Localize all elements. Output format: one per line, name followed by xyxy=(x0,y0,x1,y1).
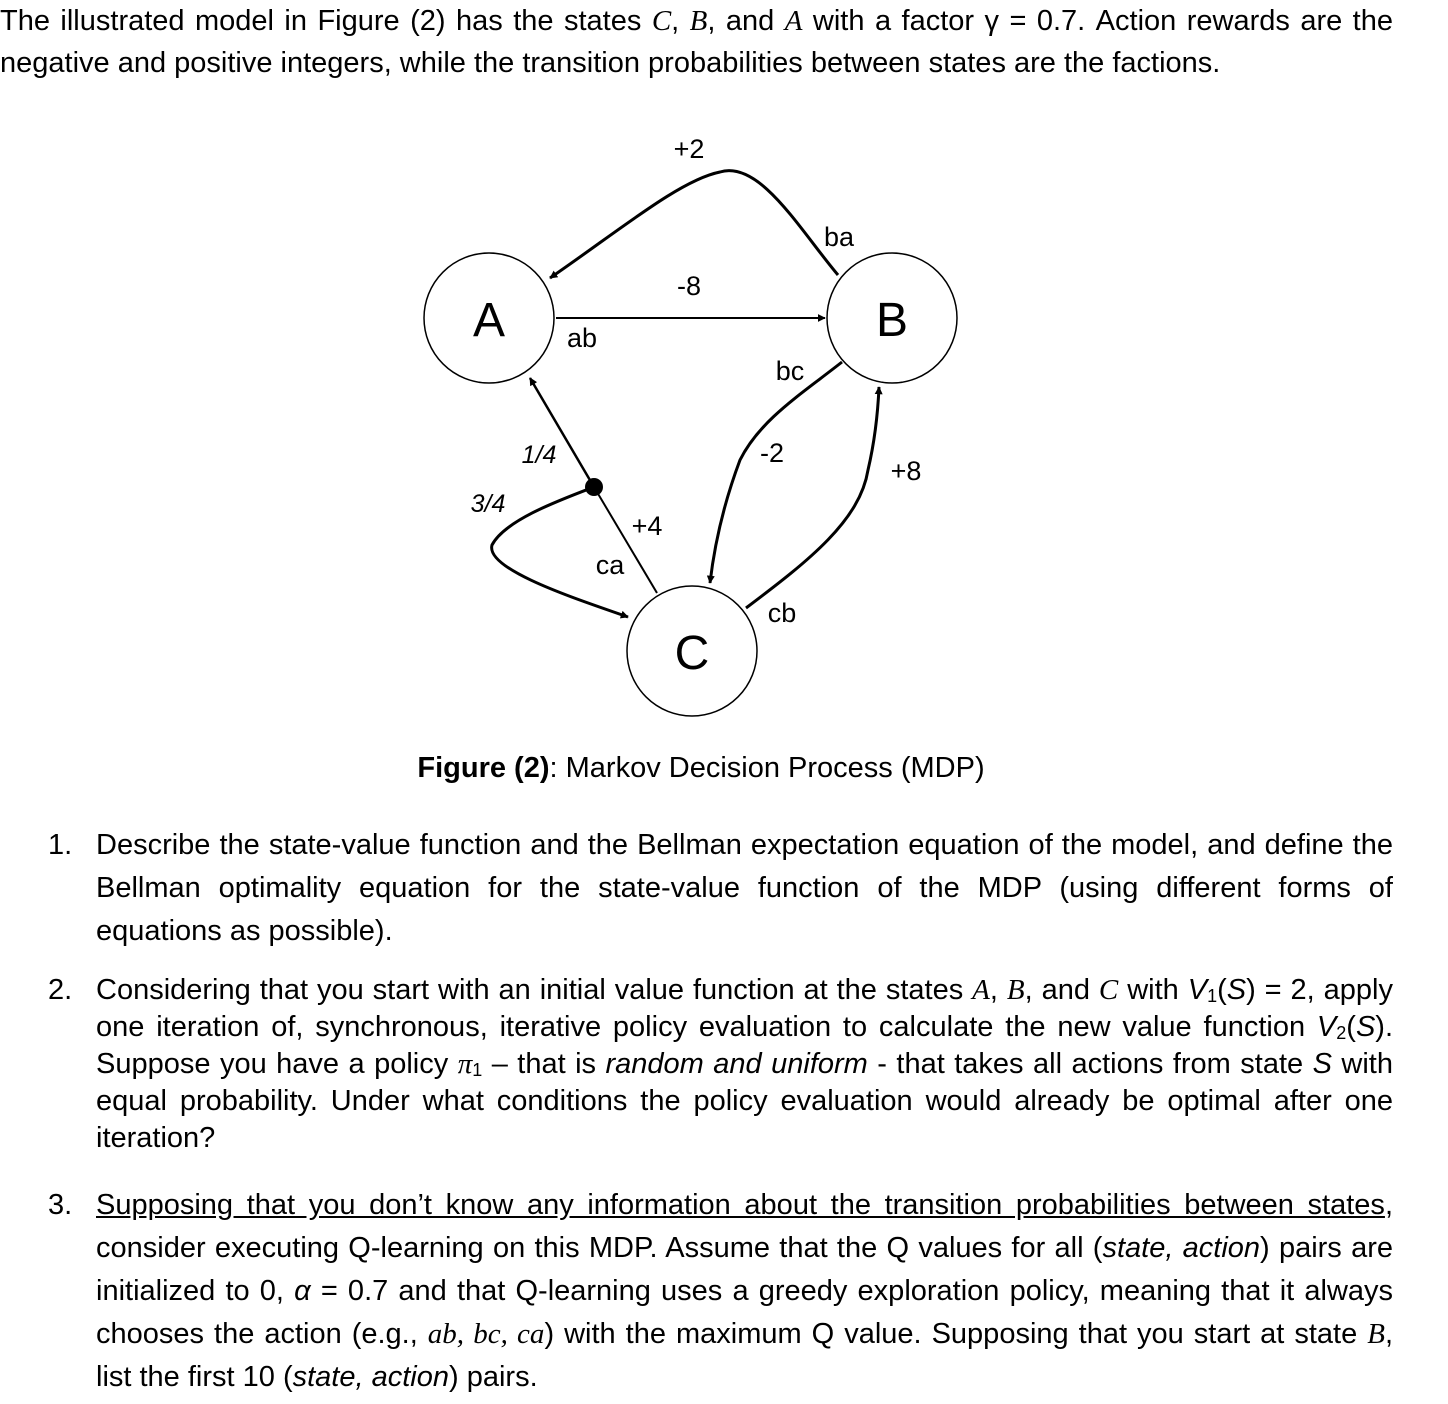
q2-v2: V xyxy=(1316,1011,1337,1043)
edge-ba xyxy=(550,171,838,278)
label-reward-ab: -8 xyxy=(676,271,702,301)
q2-v1: V xyxy=(1187,974,1208,1006)
q2-text-10: - that takes all actions from state xyxy=(867,1048,1313,1080)
label-reward-ca: +4 xyxy=(631,511,663,541)
q3-text-5: , list the first 10 ( xyxy=(96,1318,1394,1393)
caption-text: : Markov Decision Process (MDP) xyxy=(549,752,985,784)
q2-random: random and uniform xyxy=(605,1048,868,1080)
q2-text-9: – that is xyxy=(482,1048,606,1080)
intro-paragraph xyxy=(0,0,1393,84)
q2-s3: S xyxy=(1312,1048,1332,1080)
q2-text-6: ) = 2, apply one iteration of, synchronous, iterative policy evaluation to calculate the new value function xyxy=(96,974,1394,1043)
intro-state-c: C xyxy=(651,5,672,37)
q2-text-7: ( xyxy=(1346,1011,1356,1043)
mdp-diagram xyxy=(0,120,1448,730)
label-prob-three-quarters: 3/4 xyxy=(470,490,506,518)
label-action-bc: bc xyxy=(775,356,805,386)
edge-cb xyxy=(746,387,879,608)
edge-bc xyxy=(710,362,842,583)
q3-text-4: ) with the maximum Q value. Supposing that you start at state xyxy=(544,1318,1368,1350)
q3-alpha: α xyxy=(294,1275,311,1307)
q2-text-5: ( xyxy=(1217,974,1227,1006)
label-action-cb: cb xyxy=(767,598,797,628)
q2-text-1: Considering that you start with an initial value function at the states xyxy=(96,974,973,1006)
intro-text-4: with a factor γ = 0.7. Action rewards are the negative and positive integers, while the transition probabilities between states are the factions. xyxy=(0,5,1394,79)
intro-text-1: The illustrated model in Figure (2) has the states xyxy=(0,5,652,37)
question-1-text: Describe the state-value function and the Bellman expectation equation of the model, and define the Bellman optimality equation for the state-value function of the MDP (using different forms of equations as possible). xyxy=(96,829,1393,947)
q3-examples: ab, bc, ca xyxy=(427,1318,545,1350)
label-reward-cb: +8 xyxy=(890,456,922,486)
question-2-number: 2. xyxy=(48,974,73,1006)
state-a-label: A xyxy=(472,294,506,347)
q2-state-a: A xyxy=(972,974,990,1006)
q3-text-6: ) pairs. xyxy=(449,1361,538,1393)
intro-text-2: , xyxy=(671,5,690,37)
question-3 xyxy=(48,1184,1394,1399)
chance-node xyxy=(585,478,603,496)
intro-state-b: B xyxy=(689,5,708,37)
q3-state-action-2: state, action xyxy=(292,1361,449,1393)
caption-bold-3: ) xyxy=(539,752,550,784)
q3-underlined: Supposing that you don’t know any information about the transition probabilities between states xyxy=(96,1189,1385,1221)
q2-s2: S xyxy=(1355,1011,1376,1043)
q2-v2-sub: 2 xyxy=(1336,1023,1347,1043)
q2-state-b: B xyxy=(1006,974,1025,1006)
q2-v1-sub: 1 xyxy=(1207,986,1218,1006)
question-3-number: 3. xyxy=(48,1189,73,1221)
q3-text-3: = 0.7 and that Q-learning uses a greedy exploration policy, meaning that it always chooses the action (e.g., xyxy=(96,1275,1394,1350)
question-1-number: 1. xyxy=(48,829,73,861)
q3-text-1: , consider executing Q-learning on this MDP. Assume that the Q values for all ( xyxy=(96,1189,1393,1264)
intro-text-3: , and xyxy=(707,5,785,37)
caption-bold-2: 2 xyxy=(523,752,540,784)
q2-text-11: with equal probability. Under what conditions the policy evaluation would already be optimal after one iteration? xyxy=(96,1048,1393,1154)
q2-pi: π xyxy=(457,1048,473,1080)
state-c-label: C xyxy=(674,627,710,680)
label-prob-quarter: 1/4 xyxy=(521,441,557,469)
q2-pi-sub: 1 xyxy=(472,1060,483,1080)
label-reward-bc: -2 xyxy=(759,438,785,468)
label-reward-ba: +2 xyxy=(673,134,705,164)
edge-ca-to-a xyxy=(530,378,594,487)
intro-state-a: A xyxy=(784,5,803,37)
q2-s1: S xyxy=(1226,974,1247,1006)
q2-text-8: ). Suppose you have a policy xyxy=(96,1011,1393,1080)
q2-text-4: with xyxy=(1118,974,1188,1006)
state-b-label: B xyxy=(875,294,909,347)
caption-bold-1: Figure ( xyxy=(417,752,524,784)
q3-text-2: ) pairs are initialized to 0, xyxy=(96,1232,1393,1307)
question-1 xyxy=(48,824,1393,953)
question-2 xyxy=(48,972,1394,1157)
q3-state-b: B xyxy=(1367,1318,1385,1350)
label-action-ab: ab xyxy=(566,323,598,353)
q2-text-3: , and xyxy=(1024,974,1099,1006)
label-action-ba: ba xyxy=(823,222,855,252)
q2-text-2: , xyxy=(989,974,1007,1006)
q2-state-c: C xyxy=(1098,974,1119,1006)
figure-caption xyxy=(0,748,1402,788)
q3-state-action-1: state, action xyxy=(1102,1232,1261,1264)
label-action-ca: ca xyxy=(595,550,625,580)
